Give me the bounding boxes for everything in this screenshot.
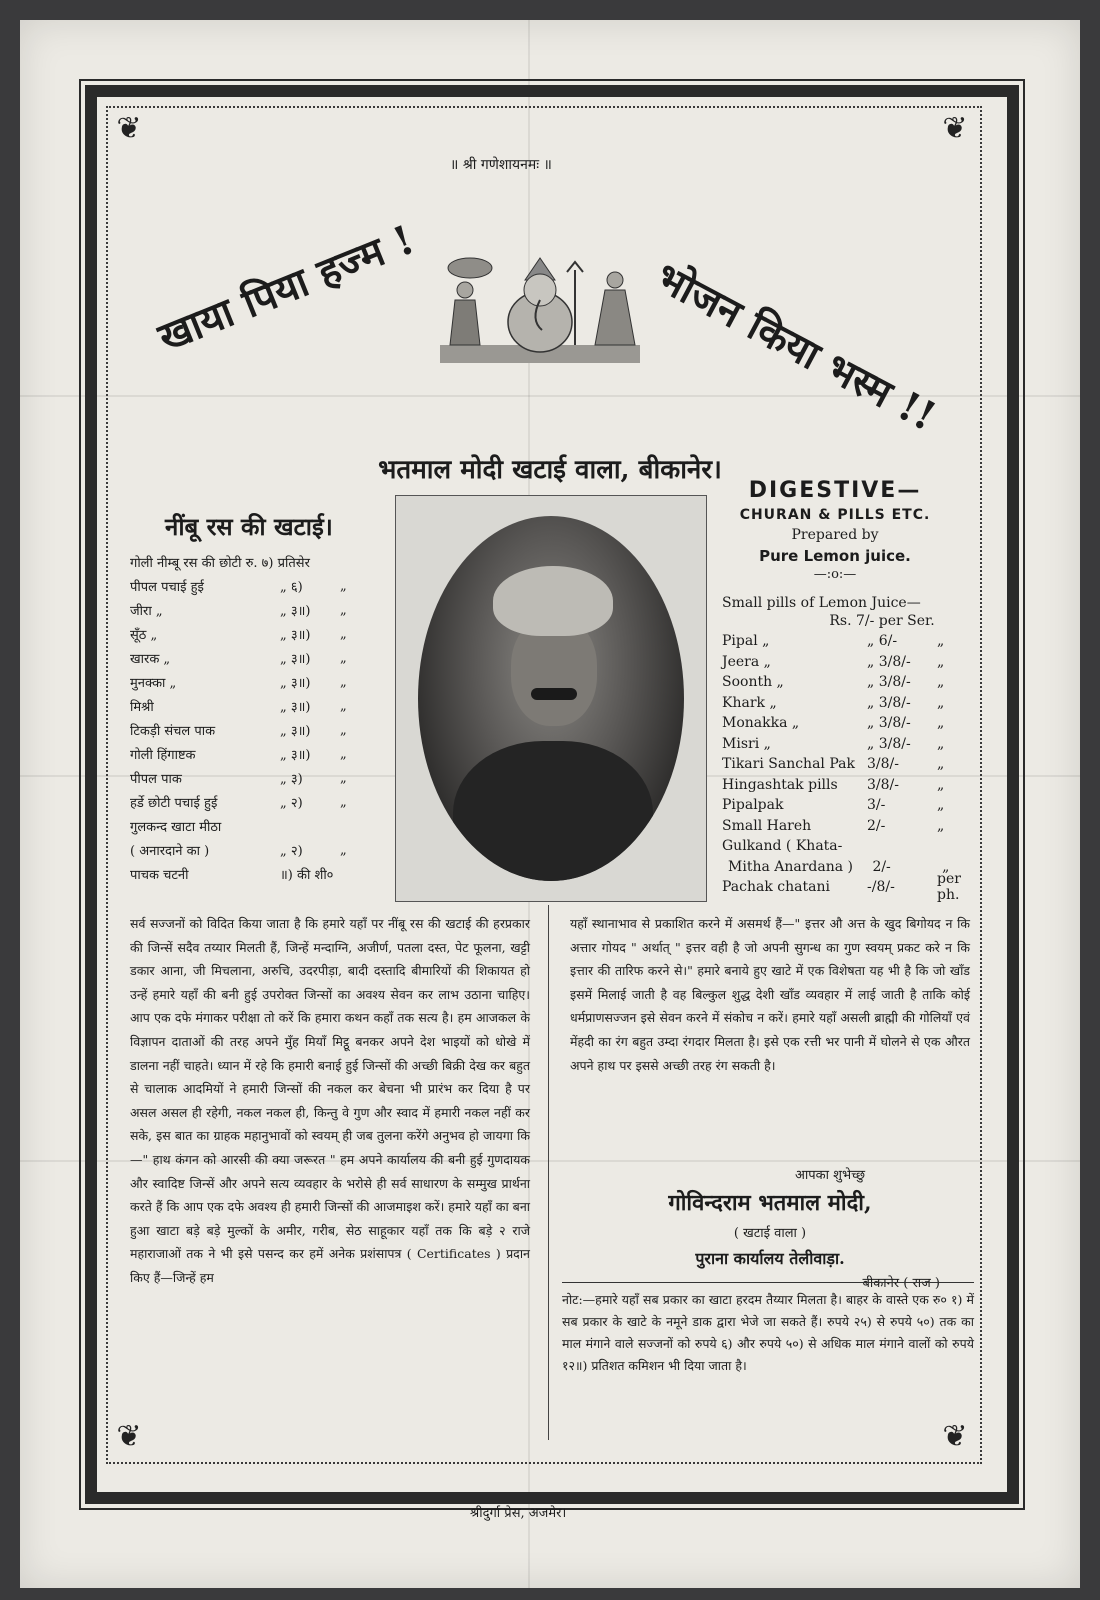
price-item-value: 2/-: [872, 858, 891, 875]
slogan-right: भोजन किया भस्म !!: [648, 253, 944, 441]
price-item-value: „ ३॥): [280, 628, 311, 643]
price-item-value: „ २): [280, 844, 303, 859]
price-row: [130, 598, 390, 622]
price-item-unit: „: [340, 722, 347, 738]
price-item-name: गोली हिंगाष्टक: [130, 748, 196, 763]
price-item-unit: „: [937, 776, 945, 793]
price-item-value: „ २): [280, 796, 303, 811]
price-row: [722, 795, 982, 816]
price-item-unit: „: [340, 650, 347, 666]
note-text: नोट:—हमारे यहाँ सब प्रकार का खाटा हरदम तैय्यार मिलता है। बाहर के वास्ते एक रु० १) में सब प्रकार के खाटे के नमूने डाक द्वारा भेजे जा सकते हैं। रुपये २५) से रुपये ५०) तक का माल मंगाने वाले सज्जनों को रुपये ६) और रुपये ५०) से अधिक माल मंगाने वालों को रुपये १२॥) प्रतिशत कमिशन भी दिया जाता है।: [562, 1282, 974, 1377]
price-item-value: 2/-: [867, 817, 886, 834]
corner-ornament-icon: ❦: [116, 1419, 142, 1454]
price-item-name: टिकड़ी संचल पाक: [130, 724, 216, 739]
price-item-value: „ ३॥): [280, 724, 311, 739]
hindi-price-list: [130, 550, 390, 886]
body-paragraph-left: सर्व सज्जनों को विदित किया जाता है कि हमारे यहाँ पर नींबू रस की खटाई की हरप्रकार की जिन्सें सदैव तय्यार मिलती हैं, जिन्हें मन्दाग्नि, अजीर्ण, पतला दस्त, पेट फूलना, खट्टी डकार आना, जी मिचलाना, अरुचि, उदरपीड़ा, बादी दस्तादि बीमारियों की शिकायत हो उन्हें हमारे यहाँ की बनी हुई उपरोक्त जिन्सों का अवश्य सेवन कर लाभ उठाना चाहिए। आप एक दफे मंगाकर परीक्षा तो करें कि हमारा कथन कहाँ तक सत्य है। हम आजकल के विज्ञापन दाताओं की तरह अपने मुँह मियाँ मिट्ठू बनकर अपने देश भाइयों को धोखे में डालना नहीं चाहते। ध्यान में रहे कि हमारी बनाई हुई जिन्सों की अच्छी बिक्री देख कर बहुत से चालाक आदमियों ने हमारी जिन्सों की नकल कर बेचना भी प्रारंभ कर दिया है पर असल असल ही रहेगी, नकल नकल ही, किन्तु वे गुण और स्वाद में हमारी नकल नहीं कर सके, इस बात का ग्राहक महानुभावों को स्वयम् ही जब तुलना करेंगे अनुभव हो जायगा कि—" हाथ कंगन को आरसी की क्या जरूरत " हम अपने कार्यालय की बनी हुई गुणदायक और स्वादिष्ट जिन्सें और अपने सत्य व्यवहार के भरोसे ही सर्व साधारण के सम्मुख प्रार्थना करते हैं कि आप एक दफे अवश्य ही हमारी जिन्सों की आजमाइश करें। हमारे यहाँ का बना हुआ खाटा बड़े बड़े मुल्कों के अमीर, गरीब, सेठ साहूकार यहाँ तक कि बड़े २ राजे महाराजाओं तक ने भी इसे पसन्द कर हमें अनेक प्रशंसापत्र ( Certificates ) प्रदान किए हैं—जिन्हें हम: [130, 916, 530, 1285]
invocation-text: ॥ श्री गणेशायनमः ॥: [450, 157, 552, 173]
price-item-name: Soonth „: [722, 674, 784, 691]
price-row: [722, 754, 982, 775]
price-item-value: „ ३॥): [280, 700, 311, 715]
price-item-unit: „: [340, 842, 347, 858]
price-row: [130, 718, 390, 742]
price-item-value: „ 3/8/-: [867, 694, 911, 711]
column-divider: [548, 905, 549, 1440]
price-item-value: ॥) की शी०: [280, 868, 334, 883]
price-item-value: 3/8/-: [867, 776, 899, 793]
price-item-name: गुलकन्द खाटा मीठा: [130, 820, 222, 835]
price-item-unit: „: [340, 770, 347, 786]
price-item-unit: „: [340, 674, 347, 690]
price-item-name: Tikari Sanchal Pak: [722, 756, 855, 773]
price-item-unit: „: [340, 578, 347, 594]
price-item-unit: „: [340, 698, 347, 714]
price-item-name: Misri „: [722, 735, 771, 752]
price-row: [722, 693, 982, 714]
signature-role: ( खटाई वाला ): [733, 1226, 807, 1241]
corner-ornament-icon: ❦: [942, 111, 968, 146]
price-item-value: „ ३॥): [280, 652, 311, 667]
price-item-name: सूँठ „: [130, 628, 158, 643]
signature-office: पुराना कार्यालय तेलीवाड़ा.: [695, 1249, 845, 1268]
price-row: [722, 672, 982, 693]
portrait-mustache: [531, 688, 577, 700]
price-item-value: „ 3/8/-: [867, 674, 911, 691]
price-item-unit: „: [340, 602, 347, 618]
price-item-value: „ ३॥): [280, 748, 311, 763]
price-item-unit: „: [937, 694, 945, 711]
price-row: [130, 838, 390, 862]
price-item-unit: „: [937, 817, 945, 834]
price-row: [130, 694, 390, 718]
price-item-unit: „: [340, 746, 347, 762]
separator-text: —:o:—: [813, 567, 857, 582]
price-row: [722, 734, 982, 755]
price-row: [722, 871, 982, 904]
price-item-name: गोली नीम्बू रस की छोटी रु. ७) प्रतिसेर: [130, 556, 310, 571]
price-item-name: मुनक्का „: [130, 676, 177, 691]
price-row: [130, 550, 390, 574]
churan-subtitle: CHURAN & PILLS ETC.: [739, 507, 931, 523]
price-row: [130, 742, 390, 766]
price-item-name: Gulkand ( Khata-: [722, 838, 843, 855]
press-footer: श्रीदुर्गा प्रेस, अजमेर।: [470, 1506, 567, 1521]
left-column-title: नींबू रस की खटाई।: [165, 512, 333, 541]
price-row: [722, 816, 982, 837]
price-item-name: जीरा „: [130, 604, 163, 619]
prepared-by-text: Prepared by: [791, 527, 879, 543]
price-item-unit: „: [937, 756, 945, 773]
price-item-value: 3/8/-: [867, 756, 899, 773]
price-row: [722, 652, 982, 673]
price-row: [130, 862, 390, 886]
price-row: [722, 836, 982, 857]
price-item-unit: „: [937, 633, 945, 650]
corner-ornament-icon: ❦: [116, 111, 142, 146]
price-item-name: पीपल पाक: [130, 772, 182, 787]
price-item-value: „ ३॥): [280, 604, 311, 619]
price-item-name: ( अनारदाने का ): [130, 844, 210, 859]
price-row: [130, 766, 390, 790]
price-item-value: „ 3/8/-: [867, 735, 911, 752]
price-item-name: Khark „: [722, 694, 777, 711]
price-item-value: „ ६): [280, 580, 303, 595]
price-item-value: -/8/-: [867, 879, 895, 896]
corner-ornament-icon: ❦: [942, 1419, 968, 1454]
main-heading: भतमाल मोदी खटाई वाला, बीकानेर।: [378, 455, 722, 485]
portrait-oval: [418, 516, 684, 881]
price-row: [722, 631, 982, 652]
price-item-value: „ 6/-: [867, 633, 898, 650]
price-row: [722, 713, 982, 734]
price-item-value: „ ३): [280, 772, 303, 787]
price-item-unit: „: [937, 674, 945, 691]
price-item-name: Monakka „: [722, 715, 800, 732]
price-item-name: पाचक चटनी: [130, 868, 189, 883]
portrait-coat: [453, 741, 653, 881]
english-price-list: [722, 595, 982, 904]
price-item-name: मिश्री: [130, 700, 154, 715]
price-list-subheading: Rs. 7/- per Ser.: [829, 613, 935, 629]
price-row: [130, 646, 390, 670]
price-item-name: Mitha Anardana ): [728, 858, 854, 875]
price-item-value: „ ३॥): [280, 676, 311, 691]
price-item-unit: „: [340, 626, 347, 642]
price-item-name: Hingashtak pills: [722, 776, 838, 793]
price-row: [130, 814, 390, 838]
price-item-unit: „: [937, 653, 945, 670]
portrait-turban: [493, 566, 613, 636]
price-item-unit: „: [937, 797, 945, 814]
signature-block: [570, 1165, 970, 1291]
signature-regards: आपका शुभेच्छु: [794, 1168, 866, 1183]
price-list-heading: Small pills of Lemon Juice—: [722, 595, 921, 611]
digestive-title: DIGESTIVE—: [748, 478, 922, 503]
price-item-unit: „: [937, 715, 945, 732]
price-item-unit: „: [340, 794, 347, 810]
signature-city: बीकानेर ( राज ): [862, 1276, 940, 1291]
price-item-unit: „: [942, 858, 950, 875]
price-item-name: Pachak chatani: [722, 879, 830, 896]
price-row: [130, 670, 390, 694]
price-item-name: Jeera „: [722, 653, 771, 670]
price-item-name: हर्डे छोटी पचाई हुई: [130, 796, 218, 811]
slogan-left: खाया पिया हज्म !: [151, 216, 421, 362]
price-row: [130, 622, 390, 646]
price-item-name: Pipal „: [722, 633, 770, 650]
right-column-title: [735, 478, 935, 582]
price-item-unit: per ph.: [937, 871, 961, 904]
price-item-name: पीपल पचाई हुई: [130, 580, 204, 595]
ganesha-illustration: [430, 250, 650, 370]
price-row: [130, 790, 390, 814]
price-row: [722, 775, 982, 796]
price-item-value: 3/-: [867, 797, 886, 814]
portrait-photo: [395, 495, 707, 902]
price-item-unit: „: [937, 735, 945, 752]
price-item-value: „ 3/8/-: [867, 653, 911, 670]
price-item-name: Pipalpak: [722, 797, 784, 814]
lemon-juice-text: Pure Lemon juice.: [759, 547, 911, 565]
price-item-name: खारक „: [130, 652, 171, 667]
price-row: [130, 574, 390, 598]
signature-name: गोविन्दराम भतमाल मोदी,: [668, 1190, 872, 1216]
body-paragraph-right: यहाँ स्थानाभाव से प्रकाशित करने में असमर्थ हैं—" इत्तर औ अत्त के खुद बिगोयद न कि अत्तार गोयद " अर्थात् " इत्तर वही है जो अपनी सुगन्ध का गुण स्वयम् प्रकट करे न कि इत्तार की तारिफ करने से।" हमारे बनाये हुए खाटे में एक विशेषता यह भी है कि जो खाँड इसमें मिलाई जाती है वह बिल्कुल शुद्ध देशी खाँड व्यवहार में लाई जाती है ताकि कोई धर्मप्राणसज्जन इसे सेवन करने में संकोच न करें। हमारे यहाँ असली ब्राह्मी की गोलियाँ एवं मेंहदी का रंग बहुत उम्दा रंगदार मिलता है। इसे एक रत्ती भर पानी में घोलने से एक औरत अपने हाथ पर इससे अच्छी तरह रंग सकती है।: [570, 916, 970, 1073]
price-item-name: Small Hareh: [722, 817, 812, 834]
price-item-value: „ 3/8/-: [867, 715, 911, 732]
